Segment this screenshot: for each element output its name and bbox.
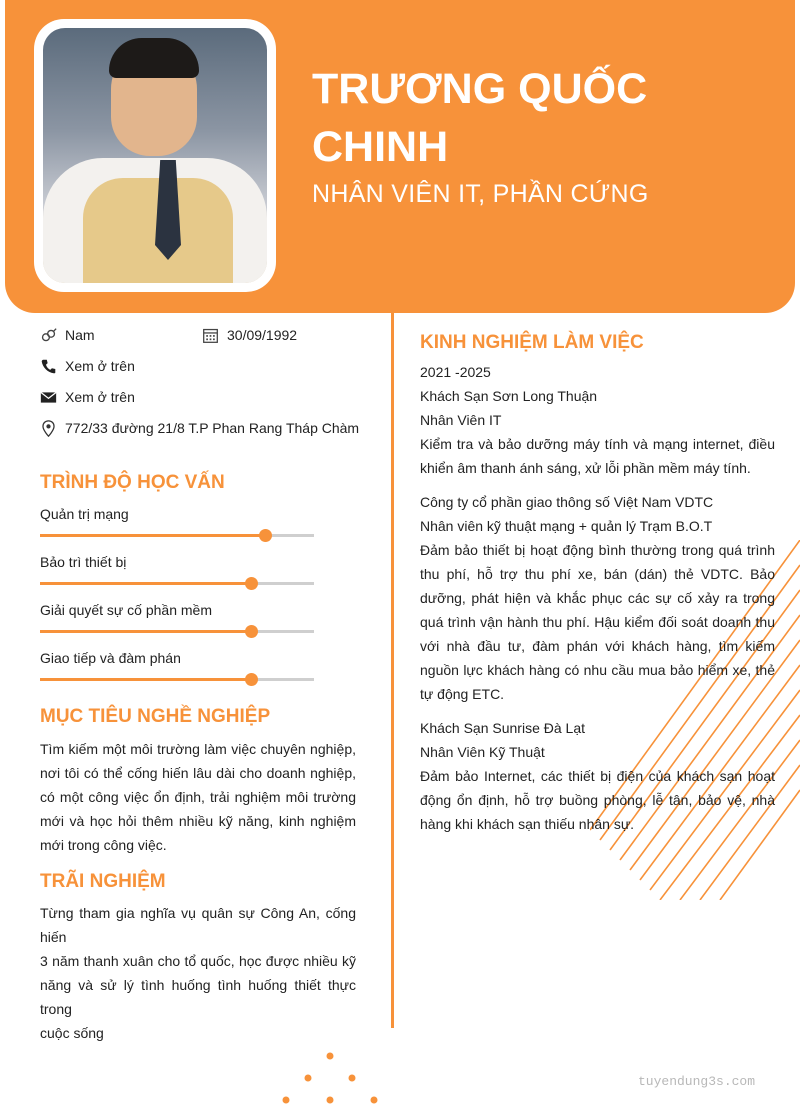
phone-row	[40, 356, 135, 376]
career-goal-text: Tìm kiếm một môi trường làm việc chuyên nghiệp, nơi tôi có thể cống hiến lâu dài cho doanh nghiệp, có một công việc ổn định, trải nghiệm môi trường mới và học hỏi thêm nhiều kỹ năng, kinh nghiệm mới trong công việc.	[40, 741, 356, 853]
calendar-icon	[202, 327, 219, 344]
envelope-icon	[40, 389, 57, 406]
profile-photo-frame	[34, 19, 276, 292]
skill-bar-knob	[245, 625, 258, 638]
skill-bar-knob	[245, 673, 258, 686]
job-company: Khách Sạn Sơn Long Thuận	[420, 388, 598, 404]
job-description: Đảm bảo thiết bị hoạt động bình thường trong quá trình thu phí, hỗ trợ thu phí xe, bán (dán) thẻ VDTC. Bảo dưỡng, phát hiện và khắc phục các sự cố xảy ra trong quá trình vận hành thu phí. Hậu kiểm đối soát doanh thu với nhà đầu tư, đàm phán với khách hàng, tìm kiếm nguồn lực khách hàng có nhu cầu mua bảo hiểm xe, thẻ tự động ETC.	[420, 542, 775, 702]
phone-value: Xem ở trên	[65, 358, 135, 374]
skill-bar-fill	[40, 582, 251, 585]
skill-label: Bảo trì thiết bị	[40, 554, 127, 570]
skill-bar	[40, 582, 314, 585]
skill-bar	[40, 678, 314, 681]
email-value: Xem ở trên	[65, 389, 135, 405]
skill-bar-knob	[245, 577, 258, 590]
decorative-dots	[280, 1050, 390, 1105]
skill-label: Quản trị mạng	[40, 506, 129, 522]
life-experience-line-2: 3 năm thanh xuân cho tổ quốc, học được nhiều kỹ năng và sử lý tình huống tình huống thiết thực trong	[40, 953, 356, 1017]
address-value: 772/33 đường 21/8 T.P Phan Rang Tháp Chàm	[65, 420, 360, 436]
watermark: tuyendung3s.com	[638, 1074, 756, 1089]
candidate-name	[312, 60, 772, 176]
job-period: 2021 -2025	[420, 364, 491, 380]
job-position: Nhân viên kỹ thuật mạng + quản lý Trạm B.O.T	[420, 518, 713, 534]
education-title: TRÌNH ĐỘ HỌC VẤN	[40, 472, 225, 493]
gender-value: Nam	[65, 327, 95, 343]
job-position: Nhân Viên Kỹ Thuật	[420, 744, 545, 760]
life-experience-line-1: Từng tham gia nghĩa vụ quân sự Công An, cống hiến	[40, 905, 356, 945]
name-line-1: TRƯƠNG QUỐC	[312, 65, 648, 113]
career-goal-title: MỤC TIÊU NGHỀ NGHIỆP	[40, 706, 271, 727]
skill-bar	[40, 534, 314, 537]
skill-bar-fill	[40, 534, 265, 537]
work-experience-title: KINH NGHIỆM LÀM VIỆC	[420, 332, 644, 353]
column-divider	[391, 313, 394, 1028]
gender-row	[40, 325, 95, 345]
email-row	[40, 387, 135, 407]
skill-bar	[40, 630, 314, 633]
skill-bar-fill	[40, 630, 251, 633]
birthdate-row	[202, 325, 297, 345]
life-experience-line-3: cuộc sống	[40, 1025, 104, 1041]
phone-icon	[40, 358, 57, 375]
job-description: Đảm bảo Internet, các thiết bị điện của khách sạn hoạt động ổn định, hỗ trợ buồng phòng, lễ tân, bảo vệ, nhà hàng khi khách sạn thiếu nhân sự.	[420, 768, 775, 832]
location-pin-icon	[40, 420, 57, 437]
profile-photo	[43, 28, 267, 283]
job-position: Nhân Viên IT	[420, 412, 502, 428]
job-company: Công ty cổ phần giao thông số Việt Nam VDTC	[420, 494, 714, 510]
address-row	[40, 418, 359, 438]
gender-icon	[40, 327, 57, 344]
job-company: Khách Sạn Sunrise Đà Lạt	[420, 720, 585, 736]
skill-bar-knob	[259, 529, 272, 542]
birthdate-value: 30/09/1992	[227, 327, 298, 343]
skill-bar-fill	[40, 678, 251, 681]
skill-label: Giải quyết sự cố phần mềm	[40, 602, 213, 618]
job-title: NHÂN VIÊN IT, PHẦN CỨNG	[312, 180, 649, 208]
life-experience-title: TRÃI NGHIỆM	[40, 871, 166, 892]
name-line-2: CHINH	[312, 123, 449, 171]
skill-label: Giao tiếp và đàm phán	[40, 650, 181, 666]
job-description: Kiểm tra và bảo dưỡng máy tính và mạng internet, điều khiển âm thanh ánh sáng, xử lỗi phần mềm máy tính.	[420, 436, 775, 476]
